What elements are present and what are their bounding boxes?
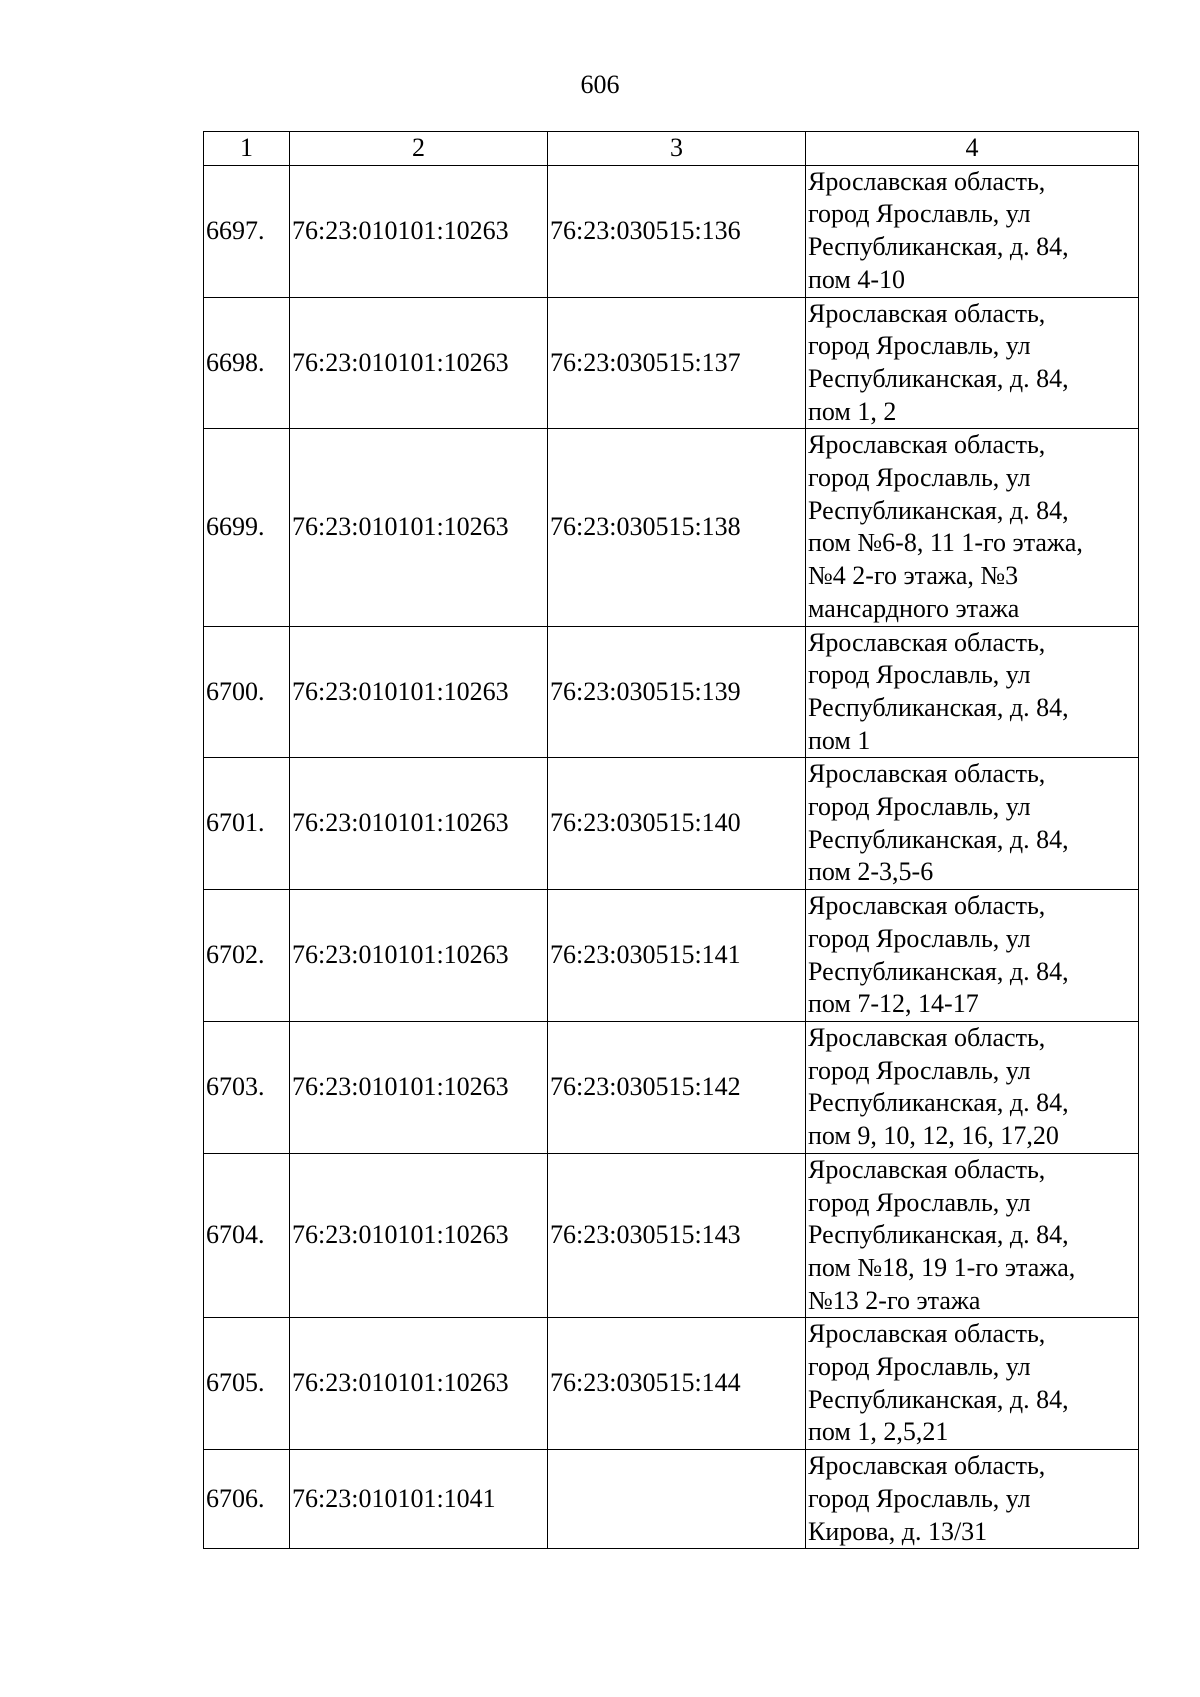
table-row (204, 1021, 1139, 1153)
row-number-cell: 6703. (204, 1021, 290, 1153)
row-number-cell: 6706. (204, 1450, 290, 1549)
row-number-cell: 6701. (204, 758, 290, 890)
address-line: Республиканская, д. 84, (808, 495, 1069, 525)
address-line: Республиканская, д. 84, (808, 1220, 1069, 1250)
address-cell (806, 1021, 1139, 1153)
parcel-number-cell: 76:23:030515:139 (548, 626, 806, 758)
address-line: №4 2-го этажа, №3 (808, 561, 1019, 591)
address-line: Республиканская, д. 84, (808, 692, 1069, 722)
parcel-number-cell: 76:23:030515:138 (548, 429, 806, 626)
row-number-cell: 6697. (204, 165, 290, 297)
address-line: №13 2-го этажа (808, 1285, 981, 1315)
column-header-3: 3 (548, 132, 806, 166)
table-row (204, 890, 1139, 1022)
address-line: город Ярославль, ул (808, 1352, 1031, 1382)
address-line: Ярославская область, (808, 1154, 1046, 1184)
address-cell (806, 1153, 1139, 1318)
address-line: пом 9, 10, 12, 16, 17,20 (808, 1121, 1059, 1151)
cadastral-number-cell: 76:23:010101:10263 (290, 297, 548, 429)
address-line: Ярославская область, (808, 430, 1046, 460)
row-number-cell: 6702. (204, 890, 290, 1022)
address-line: город Ярославль, ул (808, 1055, 1031, 1085)
cadastral-number-cell: 76:23:010101:10263 (290, 165, 548, 297)
address-line: город Ярославль, ул (808, 660, 1031, 690)
address-line: Республиканская, д. 84, (808, 1384, 1069, 1414)
address-line: Республиканская, д. 84, (808, 232, 1069, 262)
address-line: Ярославская область, (808, 1022, 1046, 1052)
address-line: Республиканская, д. 84, (808, 363, 1069, 393)
address-line: пом 1, 2 (808, 396, 897, 426)
address-line: пом 1 (808, 725, 871, 755)
parcel-number-cell: 76:23:030515:137 (548, 297, 806, 429)
row-number-cell: 6705. (204, 1318, 290, 1450)
address-line: пом 1, 2,5,21 (808, 1417, 949, 1447)
address-line: город Ярославль, ул (808, 923, 1031, 953)
address-line: Ярославская область, (808, 298, 1046, 328)
address-line: Республиканская, д. 84, (808, 956, 1069, 986)
column-header-2: 2 (290, 132, 548, 166)
table-row (204, 1450, 1139, 1549)
column-header-4: 4 (806, 132, 1139, 166)
address-line: пом №18, 19 1-го этажа, (808, 1252, 1076, 1282)
address-cell (806, 297, 1139, 429)
address-line: город Ярославль, ул (808, 1187, 1031, 1217)
parcel-number-cell: 76:23:030515:143 (548, 1153, 806, 1318)
table-row (204, 1153, 1139, 1318)
address-line: пом №6-8, 11 1-го этажа, (808, 528, 1083, 558)
table-row (204, 1318, 1139, 1450)
address-line: Ярославская область, (808, 166, 1046, 196)
address-cell (806, 626, 1139, 758)
column-header-1: 1 (204, 132, 290, 166)
table-body (204, 165, 1139, 1549)
address-line: город Ярославль, ул (808, 1483, 1031, 1513)
address-line: город Ярославль, ул (808, 199, 1031, 229)
parcel-number-cell (548, 1450, 806, 1549)
address-line: город Ярославль, ул (808, 463, 1031, 493)
address-line: пом 2-3,5-6 (808, 857, 934, 887)
cadastral-number-cell: 76:23:010101:10263 (290, 758, 548, 890)
page-number: 606 (580, 70, 620, 99)
address-line: пом 4-10 (808, 264, 906, 294)
address-cell (806, 1450, 1139, 1549)
header-row (204, 132, 1139, 166)
address-cell (806, 165, 1139, 297)
row-number-cell: 6704. (204, 1153, 290, 1318)
parcel-number-cell: 76:23:030515:141 (548, 890, 806, 1022)
address-cell (806, 890, 1139, 1022)
parcel-number-cell: 76:23:030515:144 (548, 1318, 806, 1450)
address-line: Ярославская область, (808, 1451, 1046, 1481)
address-line: мансардного этажа (808, 593, 1020, 623)
address-line: Ярославская область, (808, 891, 1046, 921)
address-line: пом 7-12, 14-17 (808, 989, 979, 1019)
cadastral-number-cell: 76:23:010101:10263 (290, 1021, 548, 1153)
address-line: Республиканская, д. 84, (808, 1088, 1069, 1118)
table-row (204, 429, 1139, 626)
address-cell (806, 429, 1139, 626)
cadastral-number-cell: 76:23:010101:10263 (290, 1318, 548, 1450)
row-number-cell: 6699. (204, 429, 290, 626)
registry-table (203, 131, 1139, 1549)
address-line: Ярославская область, (808, 1319, 1046, 1349)
cadastral-number-cell: 76:23:010101:10263 (290, 429, 548, 626)
table-row (204, 758, 1139, 890)
table-row (204, 165, 1139, 297)
address-line: город Ярославль, ул (808, 792, 1031, 822)
cadastral-number-cell: 76:23:010101:1041 (290, 1450, 548, 1549)
cadastral-number-cell: 76:23:010101:10263 (290, 1153, 548, 1318)
address-line: Ярославская область, (808, 627, 1046, 657)
cadastral-number-cell: 76:23:010101:10263 (290, 890, 548, 1022)
address-line: Кирова, д. 13/31 (808, 1516, 988, 1546)
address-cell (806, 1318, 1139, 1450)
table-header (204, 132, 1139, 166)
table-row (204, 297, 1139, 429)
address-line: город Ярославль, ул (808, 331, 1031, 361)
address-line: Ярославская область, (808, 759, 1046, 789)
parcel-number-cell: 76:23:030515:142 (548, 1021, 806, 1153)
parcel-number-cell: 76:23:030515:136 (548, 165, 806, 297)
parcel-number-cell: 76:23:030515:140 (548, 758, 806, 890)
row-number-cell: 6698. (204, 297, 290, 429)
cadastral-number-cell: 76:23:010101:10263 (290, 626, 548, 758)
address-line: Республиканская, д. 84, (808, 824, 1069, 854)
table-row (204, 626, 1139, 758)
row-number-cell: 6700. (204, 626, 290, 758)
address-cell (806, 758, 1139, 890)
